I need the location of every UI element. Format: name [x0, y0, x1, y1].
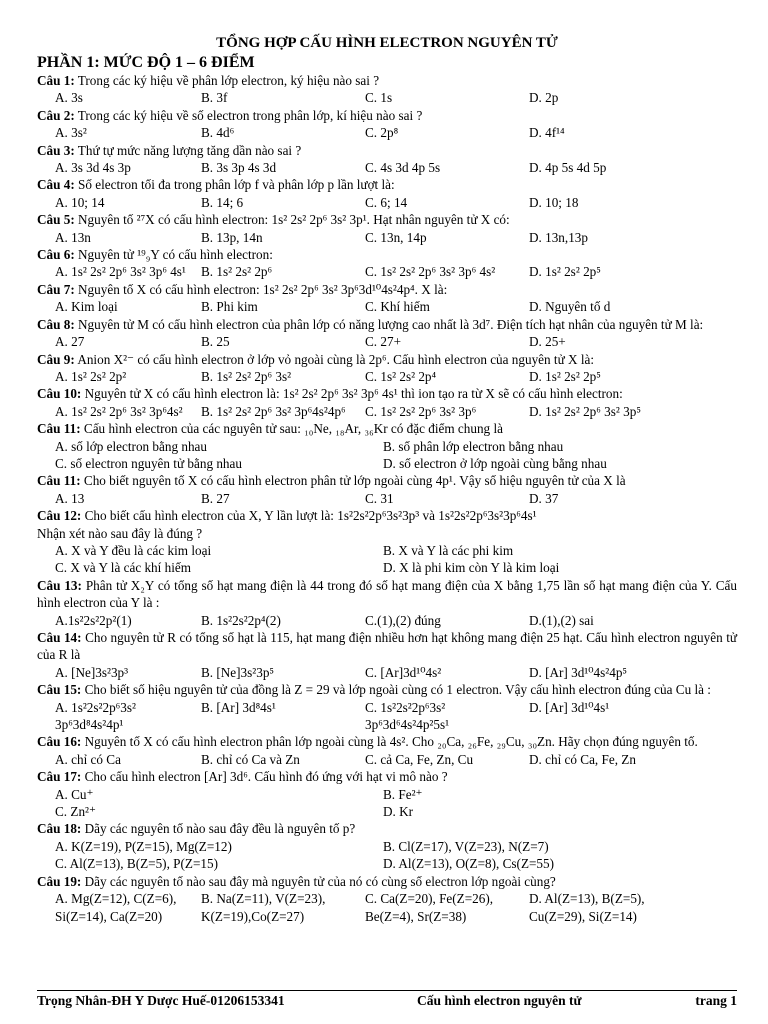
answer-option: C. 1s² 2s² 2p⁶ 3s² 3p⁶ [365, 403, 477, 419]
question-stem [37, 420, 737, 437]
question-text: Cho biết nguyên tố X có cấu hình electron phân tử lớp ngoài cùng 4p¹. Vậy số hiệu nguyên tử của X là [83, 473, 626, 489]
question-block [37, 681, 737, 733]
answer-option: B. 25 [201, 334, 230, 350]
question-stem [37, 211, 737, 228]
question-list [37, 72, 737, 925]
answer-option: B. Phi kim [201, 299, 258, 315]
question-text: Dãy các nguyên tố nào sau đây đều là nguyên tố p? [84, 821, 356, 837]
answer-option: D. [Ar] 3d¹⁰4s²4p⁵ [529, 664, 628, 680]
question-stem [37, 72, 737, 89]
answer-option: A. [Ne]3s²3p³ [55, 664, 129, 680]
answer-option: A. 13 [55, 490, 85, 506]
question-label: Câu 1: [37, 73, 75, 88]
answer-option: C. 2p⁸ [365, 125, 399, 141]
answer-option: C. 27+ [365, 334, 402, 350]
option-row [37, 298, 737, 315]
option-row [37, 803, 737, 820]
answer-option: B. 1s² 2s² 2p⁶ 3s² [201, 368, 292, 384]
question-text: Nguyên tố X có cấu hình electron phân lớp ngoài cùng là 4s². Cho ₂₀Ca, ₂₆Fe, ₂₉Cu, ₃₀Zn. Hãy chọn đúng nguyên tố. [84, 734, 698, 750]
answer-option: A.1s²2s²2p²(1) [55, 612, 132, 628]
answer-option: C. Zn²⁺ [55, 804, 96, 820]
option-row [37, 455, 737, 472]
answer-option: D. X là phi kim còn Y là kim loại [383, 560, 560, 576]
question-label: Câu 19: [37, 873, 82, 889]
answer-option: D. 25+ [529, 334, 566, 350]
answer-option: C. 1s² 2s² 2p⁴ [365, 368, 437, 384]
question-text: Dãy các nguyên tố nào sau đây mà nguyên tử của nó có cùng số electron lớp ngoài cùng? [84, 873, 556, 889]
answer-option: B. 27 [201, 490, 230, 506]
question-stem [37, 385, 737, 402]
question-text: Nguyên tử M có cấu hình electron của phân lớp có năng lượng cao nhất là 3d⁷. Điện tích hạt nhân của nguyên tử M là: [78, 316, 704, 332]
answer-option: A. 1s² 2s² 2p⁶ 3s² 3p⁶ 4s¹ [55, 264, 186, 280]
answer-option: C. 31 [365, 490, 394, 506]
question-label: Câu 16: [37, 734, 82, 750]
option-row [37, 229, 737, 246]
option-row [37, 699, 737, 734]
answer-option: C. cả Ca, Fe, Zn, Cu [365, 751, 474, 767]
answer-option: C. 4s 3d 4p 5s [365, 160, 441, 176]
question-label: Câu 7: [37, 281, 75, 297]
question-block [37, 281, 737, 316]
answer-option: D. 4p 5s 4d 5p [529, 160, 607, 176]
answer-option: A. 3s² [55, 125, 87, 141]
answer-option: D.(1),(2) sai [529, 612, 594, 628]
question-stem [37, 629, 737, 664]
question-stem [37, 107, 737, 124]
answer-option: C. [Ar]3d¹⁰4s² [365, 664, 442, 680]
question-block [37, 507, 737, 577]
document-title: TỔNG HỢP CẤU HÌNH ELECTRON NGUYÊN TỬ [216, 35, 558, 51]
question-stem [37, 142, 737, 159]
question-label: Câu 13: [37, 577, 82, 593]
answer-option: B. 4d⁶ [201, 125, 235, 141]
answer-option: D. Nguyên tố d [529, 299, 611, 315]
option-row [37, 89, 737, 106]
answer-option: B. 3s 3p 4s 3d [201, 160, 277, 176]
answer-option: A. 1s² 2s² 2p⁶ 3s² 3p⁶4s² [55, 403, 183, 419]
answer-option: D. 1s² 2s² 2p⁵ [529, 368, 601, 384]
question-label: Câu 3: [37, 142, 75, 158]
answer-option: B. Fe²⁺ [383, 786, 423, 802]
question-text-continued: Nhận xét nào sau đây là đúng ? [37, 525, 203, 541]
question-stem [37, 176, 737, 193]
answer-option: D. 4f¹⁴ [529, 125, 565, 141]
answer-option: D. 10; 18 [529, 194, 579, 210]
question-text: Cấu hình electron của các nguyên tử sau: ₁₀Ne, ₁₈Ar, ₃₆Kr có đặc điểm chung là [83, 421, 503, 437]
footer-page-number: trang 1 [695, 993, 737, 1008]
answer-option: B. 3f [201, 90, 228, 106]
page-footer [37, 990, 737, 1011]
question-stem [37, 768, 737, 785]
answer-option: C. 1s² 2s² 2p⁶ 3s² 3p⁶ 4s² [365, 264, 496, 280]
answer-option: D. Al(Z=13), O(Z=8), Cs(Z=55) [383, 856, 555, 872]
question-block [37, 176, 737, 211]
answer-option: B. 1s² 2s² 2p⁶ 3s² 3p⁶4s²4p⁶ [201, 403, 346, 419]
answer-option: D. 2p [529, 90, 559, 106]
option-row [37, 542, 737, 559]
question-label: Câu 9: [37, 351, 75, 367]
answer-option: D. chỉ có Ca, Fe, Zn [529, 751, 636, 767]
option-row [37, 838, 737, 855]
question-stem [37, 820, 737, 837]
option-row [37, 890, 737, 925]
question-block [37, 768, 737, 820]
answer-option: A. Cu⁺ [55, 786, 94, 802]
question-label: Câu 8: [37, 316, 75, 332]
answer-option: C.(1),(2) đúng [365, 612, 441, 628]
question-block [37, 820, 737, 872]
answer-option: C. 1s [365, 90, 393, 106]
question-block [37, 316, 737, 351]
question-label: Câu 6: [37, 247, 75, 263]
option-row [37, 124, 737, 141]
question-block [37, 385, 737, 420]
question-text: Cho nguyên tử R có tổng số hạt là 115, hạt mang điện nhiều hơn hạt không mang điện 25 hạt. Cấu hình electron nguyên tử của R là [37, 630, 738, 663]
question-stem [37, 873, 737, 890]
option-row [37, 751, 737, 768]
question-text: Cho biết cấu hình electron của X, Y lần lượt là: 1s²2s²2p⁶3s²3p³ và 1s²2s²2p⁶3s²3p⁶4s¹ [84, 508, 537, 524]
answer-option: B. 1s² 2s² 2p⁶ [201, 264, 273, 280]
question-text: Số electron tối đa trong phân lớp f và phân lớp p lần lượt là: [78, 177, 395, 193]
question-block [37, 142, 737, 177]
question-label: Câu 12: [37, 508, 82, 524]
question-stem [37, 507, 737, 524]
answer-option: C. số electron nguyên tử bằng nhau [55, 455, 242, 471]
answer-option: A. 3s [55, 90, 83, 106]
option-row [37, 368, 737, 385]
answer-option: D. 1s² 2s² 2p⁶ 3s² 3p⁵ [529, 403, 641, 419]
answer-option: D. Al(Z=13), B(Z=5), Cu(Z=29), Si(Z=14) [529, 891, 645, 924]
answer-option: B. [Ne]3s²3p⁵ [201, 664, 275, 680]
question-label: Câu 2: [37, 107, 75, 123]
answer-option: C. X và Y là các khí hiếm [55, 560, 191, 576]
answer-option: D. [Ar] 3d¹⁰4s¹ [529, 699, 610, 715]
answer-option: C. 6; 14 [365, 194, 408, 210]
answer-option: A. Mg(Z=12), C(Z=6), Si(Z=14), Ca(Z=20) [55, 891, 177, 924]
question-label: Câu 5: [37, 212, 75, 228]
answer-option: B. 13p, 14n [201, 229, 263, 245]
answer-option: A. 3s 3d 4s 3p [55, 160, 131, 176]
answer-option: B. số phân lớp electron bằng nhau [383, 438, 564, 454]
option-row [37, 490, 737, 507]
answer-option: A. 1s² 2s² 2p² [55, 368, 127, 384]
option-row [37, 786, 737, 803]
question-text: Trong các ký hiệu về số electron trong phân lớp, kí hiệu nào sai ? [77, 107, 423, 123]
question-text: Nguyên tố ²⁷X có cấu hình electron: 1s² 2s² 2p⁶ 3s² 3p¹. Hạt nhân nguyên tử X có: [78, 212, 510, 228]
question-stem [37, 351, 737, 368]
question-text: Cho biết số hiệu nguyên tử của đồng là Z = 29 và lớp ngoài cùng có 1 electron. Vậy cấu hình electron đúng của Cu là : [84, 682, 711, 698]
question-block [37, 351, 737, 386]
question-text: Nguyên tử ¹⁹₉Y có cấu hình electron: [78, 247, 273, 263]
question-block [37, 420, 737, 472]
answer-option: A. chỉ có Ca [55, 751, 121, 767]
question-block [37, 72, 737, 107]
answer-option: A. số lớp electron bằng nhau [55, 438, 207, 454]
option-row [37, 263, 737, 280]
question-block [37, 873, 737, 925]
answer-option: B. chỉ có Ca và Zn [201, 751, 300, 767]
document [37, 34, 737, 925]
answer-option: A. 1s²2s²2p⁶3s² 3p⁶3d⁸4s²4p¹ [55, 699, 136, 733]
question-label: Câu 11: [37, 473, 81, 489]
option-row [37, 194, 737, 211]
question-label: Câu 14: [37, 630, 82, 645]
question-block [37, 107, 737, 142]
question-stem [37, 316, 737, 333]
part-heading: PHẦN 1: MỨC ĐỘ 1 – 6 ĐIỂM [37, 54, 255, 71]
option-row [37, 664, 737, 681]
option-row [37, 333, 737, 350]
answer-option: D. 1s² 2s² 2p⁵ [529, 264, 601, 280]
question-block [37, 246, 737, 281]
option-row [37, 855, 737, 872]
answer-option: C. Al(Z=13), B(Z=5), P(Z=15) [55, 856, 218, 872]
question-stem [37, 472, 737, 489]
answer-option: C. Ca(Z=20), Fe(Z=26), Be(Z=4), Sr(Z=38) [365, 891, 494, 924]
answer-option: A. 27 [55, 334, 85, 350]
question-stem [37, 246, 737, 263]
option-row [37, 438, 737, 455]
answer-option: B. 1s²2s²2p⁴(2) [201, 612, 281, 628]
question-block [37, 472, 737, 507]
question-text: Phân tử X₂Y có tổng số hạt mang điện là 44 trong đó số hạt mang điện của X bằng 1,75 lần số hạt mang điện của Y. Cấu hình electron của Y là : [37, 577, 737, 611]
footer-author: Trọng Nhân-ĐH Y Dược Huế-01206153341 [37, 993, 285, 1008]
question-block [37, 629, 737, 681]
answer-option: B. X và Y là các phi kim [383, 542, 514, 558]
question-text: Thứ tự mức năng lượng tăng dần nào sai ? [77, 142, 302, 158]
answer-option: B. Na(Z=11), V(Z=23), K(Z=19),Co(Z=27) [201, 891, 326, 924]
question-block [37, 733, 737, 768]
question-label: Câu 17: [37, 769, 82, 785]
answer-option: A. Kim loại [55, 299, 118, 315]
question-label: Câu 4: [37, 177, 75, 193]
answer-option: A. X và Y đều là các kim loại [55, 542, 212, 558]
answer-option: D. Kr [383, 804, 414, 820]
answer-option: D. 13n,13p [529, 229, 588, 245]
question-text: Nguyên tử X có cấu hình electron là: 1s² 2s² 2p⁶ 3s² 3p⁶ 4s¹ thì ion tạo ra từ X sẽ có cấu hình electron: [84, 386, 623, 402]
answer-option: B. 14; 6 [201, 194, 244, 210]
question-text: Anion X²⁻ có cấu hình electron ở lớp vỏ ngoài cùng là 2p⁶. Cấu hình electron của nguyên tử X là: [77, 351, 595, 367]
question-label: Câu 10: [37, 386, 82, 402]
answer-option: D. số electron ở lớp ngoài cùng bằng nhau [383, 455, 607, 471]
question-text: Nguyên tố X có cấu hình electron: 1s² 2s² 2p⁶ 3s² 3p⁶3d¹⁰4s²4p⁴. X là: [78, 281, 448, 297]
answer-option: A. 13n [55, 229, 91, 245]
option-row [37, 159, 737, 176]
answer-option: B. [Ar] 3d⁸4s¹ [201, 699, 276, 715]
question-stem [37, 281, 737, 298]
question-stem [37, 681, 737, 698]
option-row [37, 559, 737, 576]
option-row [37, 403, 737, 420]
question-block [37, 211, 737, 246]
answer-option: D. 37 [529, 490, 559, 506]
answer-option: C. 1s²2s²2p⁶3s² 3p⁶3d⁶4s²4p²5s¹ [365, 699, 450, 733]
answer-option: C. Khí hiếm [365, 299, 430, 315]
question-label: Câu 15: [37, 682, 82, 698]
footer-topic: Cấu hình electron nguyên tử [417, 993, 582, 1008]
answer-option: B. Cl(Z=17), V(Z=23), N(Z=7) [383, 838, 549, 854]
option-row [37, 612, 737, 629]
answer-option: C. 13n, 14p [365, 229, 427, 245]
question-text: Cho cấu hình electron [Ar] 3d⁶. Cấu hình đó ứng với hạt vi mô nào ? [84, 769, 448, 785]
question-text: Trong các ký hiệu về phân lớp electron, ký hiệu nào sai ? [77, 73, 380, 88]
question-stem [37, 577, 737, 612]
answer-option: A. 10; 14 [55, 194, 105, 210]
question-stem [37, 733, 737, 750]
question-block [37, 577, 737, 629]
question-label: Câu 11: [37, 421, 81, 437]
answer-option: A. K(Z=19), P(Z=15), Mg(Z=12) [55, 838, 232, 854]
question-label: Câu 18: [37, 821, 82, 837]
